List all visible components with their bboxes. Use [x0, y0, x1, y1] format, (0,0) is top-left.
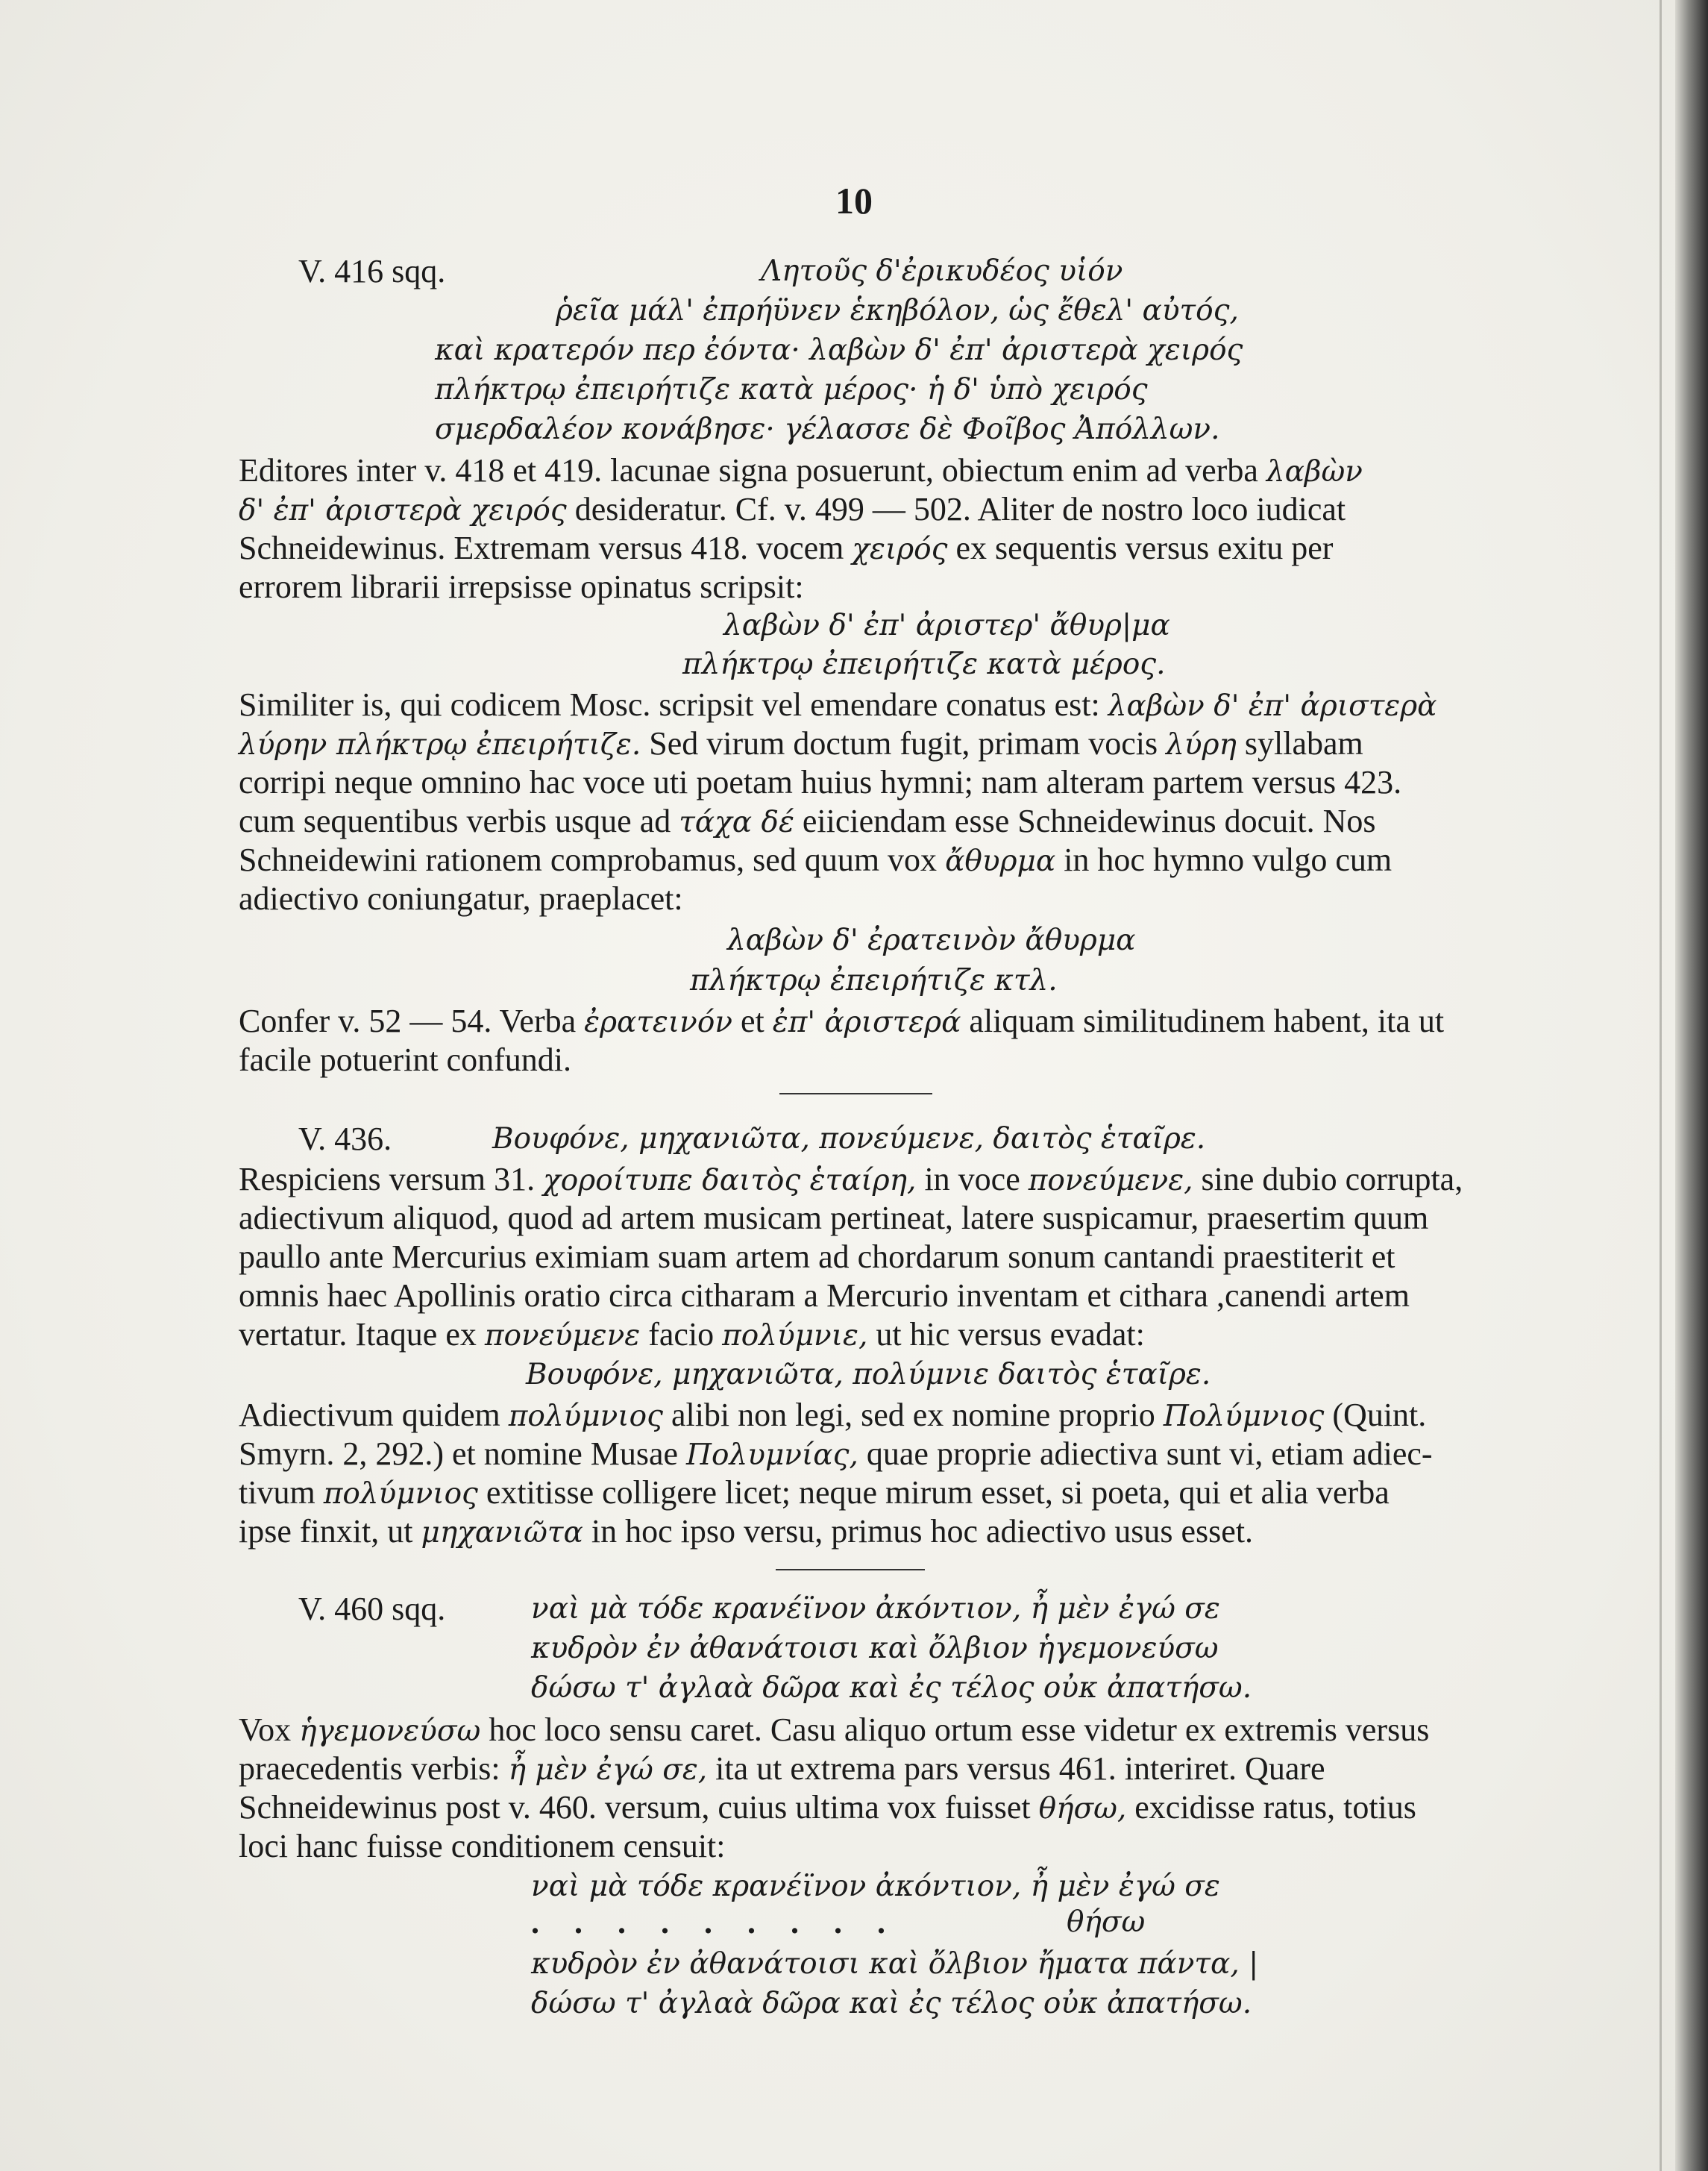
paragraph-line [239, 685, 1437, 727]
text-run: quae proprie adiectiva sunt vi, etiam adiec- [866, 1435, 1433, 1472]
text-run: praecedentis verbis: [239, 1750, 500, 1787]
greek-run: πολύμνιε, [722, 1319, 868, 1353]
quote-line: πλήκτρῳ ἐπειρήτιζε κατὰ μέρος. [682, 648, 1166, 681]
paragraph-line: adiectivum aliquod, quod ad artem musicam pertineat, latere suspicamur, praesertim quum [239, 1200, 1429, 1236]
text-run: Adiectivum quidem [239, 1397, 500, 1433]
verse-416-line-4: πλήκτρῳ ἐπειρήτιζε κατὰ μέρος· ἡ δ' ὑπὸ χειρός [435, 373, 1148, 407]
text-run: Editores inter v. 418 et 419. lacunae signa posuerunt, obiectum enim ad verba [239, 452, 1258, 489]
verse-416-line-2: ῥεῖα μάλ' ἐπρήϋνεν ἑκηβόλον, ὡς ἔθελ' αὐτός, [556, 294, 1239, 328]
greek-run: ἡγεμονεύσω [299, 1714, 481, 1748]
paragraph-line [239, 801, 1376, 843]
paragraph-line [239, 1159, 1463, 1201]
greek-run: πονεύμενε [484, 1319, 641, 1353]
greek-run: ἦ μὲν ἐγώ σε, [508, 1753, 708, 1787]
text-run: Vox [239, 1711, 292, 1748]
text-run: ut hic versus evadat: [876, 1316, 1145, 1353]
text-run: Schneidewinus post v. 460. versum, cuius ultima vox fuisset [239, 1789, 1031, 1826]
paragraph-line [239, 724, 1363, 765]
text-run: syllabam [1244, 725, 1363, 762]
paragraph-line [239, 1001, 1444, 1043]
paragraph-line: corripi neque omnino hac voce uti poetam huius hymni; nam alteram partem versus 423. [239, 764, 1402, 801]
text-run: excidisse ratus, totius [1134, 1789, 1416, 1826]
greek-run: ἄθυρμα [945, 845, 1056, 878]
quote-line: πλήκτρῳ ἐπειρήτιζε κτλ. [690, 964, 1058, 997]
paragraph-line: facile potuerint confundi. [239, 1041, 571, 1078]
greek-run: ἐπ' ἀριστερά [772, 1006, 961, 1039]
paragraph-line [239, 1710, 1429, 1752]
greek-run: λύρην πλήκτρῳ ἐπειρήτιζε. [239, 728, 641, 762]
page-edge-line [1660, 0, 1662, 2171]
greek-run: πολύμνιος [323, 1477, 478, 1511]
text-run: extitisse colligere licet; neque mirum esset, si poeta, qui et alia verba [486, 1474, 1390, 1511]
paragraph-line [239, 528, 1333, 570]
text-run: alibi non legi, sed ex nomine proprio [671, 1397, 1155, 1433]
paragraph-line: errorem librarii irrepsisse opinatus scripsit: [239, 568, 804, 605]
text-run: ita ut extrema pars versus 461. interiret. Quare [715, 1750, 1325, 1787]
quote-line: κυδρὸν ἐν ἀθανάτοισι καὶ ὄλβιον ἤματα πάντα, | [531, 1947, 1259, 1981]
verse-416-line-1: Λητοῦς δ'ἐρικυδέος υἱόν [761, 254, 1123, 288]
text-run: eiiciendam esse Schneidewinus docuit. Nos [802, 803, 1376, 839]
quote-line: λαβὼν δ' ἐπ' ἀριστερ' ἄθυρ|μα [723, 609, 1170, 642]
text-run: cum sequentibus verbis usque ad [239, 803, 671, 839]
section-label-416: V. 416 sqq. [298, 253, 446, 289]
text-run: tivum [239, 1474, 315, 1511]
greek-run: χειρός [852, 533, 948, 566]
greek-run: χοροίτυπε δαιτὸς ἑταίρη, [543, 1164, 917, 1197]
greek-run: θήσω, [1038, 1792, 1127, 1826]
greek-run: δ' ἐπ' ἀριστερὰ χειρός [239, 494, 567, 527]
quote-line: Βουφόνε, μηχανιῶτα, πολύμνιε δαιτὸς ἑταῖρε. [526, 1358, 1211, 1391]
paragraph-line [239, 1788, 1416, 1829]
greek-run: πονεύμενε, [1028, 1164, 1193, 1197]
quote-line: ναὶ μὰ τόδε κρανέϊνον ἀκόντιον, ἦ μὲν ἐγώ σε [531, 1870, 1220, 1903]
greek-run: Πολυμνίας, [686, 1438, 858, 1472]
quote-line: δώσω τ' ἀγλαὰ δῶρα καὶ ἐς τέλος οὐκ ἀπατήσω. [531, 1987, 1252, 2020]
text-run: Schneidewini rationem comprobamus, sed quum vox [239, 842, 938, 878]
paragraph-line: loci hanc fuisse conditionem censuit: [239, 1828, 726, 1864]
text-run: ipse finxit, ut [239, 1513, 413, 1550]
greek-run: λύρη [1166, 728, 1237, 762]
text-run: Smyrn. 2, 292.) et nomine Musae [239, 1435, 679, 1472]
text-run: Respiciens versum 31. [239, 1161, 536, 1197]
verse-460-line-3: δώσω τ' ἀγλαὰ δῶρα καὶ ἐς τέλος οὐκ ἀπατήσω. [531, 1671, 1252, 1705]
greek-run: Πολύμνιος [1163, 1400, 1325, 1433]
text-run: Similiter is, qui codicem Mosc. scripsit vel emendare conatus est: [239, 686, 1100, 723]
text-run: sine dubio corrupta, [1201, 1161, 1463, 1197]
paragraph-line [239, 451, 1363, 492]
greek-run: λαβὼν [1266, 455, 1363, 489]
verse-436: Βουφόνε, μηχανιῶτα, πονεύμενε, δαιτὸς ἑταῖρε. [492, 1122, 1206, 1156]
quote-line: λαβὼν δ' ἐρατεινὸν ἄθυρμα [727, 924, 1136, 957]
text-run: in hoc ipso versu, primus hoc adiectivo usus esset. [591, 1513, 1254, 1550]
text-run: ex sequentis versus exitu per [955, 530, 1334, 566]
paragraph-line: omnis haec Apollinis oratio circa citharam a Mercurio inventam et cithara ,canendi artem [239, 1277, 1410, 1314]
lacuna-dots: . . . . . . . . . [531, 1904, 899, 1940]
verse-416-line-3: καὶ κρατερόν περ ἐόντα· λαβὼν δ' ἐπ' ἀριστερὰ χειρός [435, 333, 1243, 367]
paragraph-line [239, 1395, 1426, 1437]
paragraph-line: adiectivo coniungatur, praeplacet: [239, 880, 683, 917]
section-divider [779, 1093, 932, 1094]
greek-run: τάχα δέ [679, 806, 794, 839]
text-run: facio [648, 1316, 715, 1353]
text-run: desideratur. Cf. v. 499 — 502. Aliter de nostro loco iudicat [574, 491, 1346, 527]
text-run: in voce [924, 1161, 1020, 1197]
verse-460-line-1: ναὶ μὰ τόδε κρανέϊνον ἀκόντιον, ἦ μὲν ἐγώ σε [531, 1592, 1220, 1626]
paragraph-line [239, 489, 1346, 531]
paragraph-line [239, 1511, 1253, 1553]
book-edge-shadow [1675, 0, 1708, 2171]
text-run: aliquam similitudinem habent, ita ut [969, 1003, 1445, 1039]
greek-run: πολύμνιος [508, 1400, 663, 1433]
text-run: Sed virum doctum fugit, primam vocis [649, 725, 1158, 762]
text-run: hoc loco sensu caret. Casu aliquo ortum esse videtur ex extremis versus [489, 1711, 1430, 1748]
quote-line: θήσω [1067, 1905, 1146, 1939]
section-label-436: V. 436. [298, 1121, 392, 1157]
greek-run: ἐρατεινόν [584, 1006, 733, 1039]
verse-460-line-2: κυδρὸν ἐν ἀθανάτοισι καὶ ὄλβιον ἡγεμονεύσω [531, 1632, 1219, 1665]
paragraph-line: paullo ante Mercurius eximiam suam artem ad chordarum sonum cantandi praestiterit et [239, 1238, 1395, 1275]
greek-run: μηχανιῶτα [421, 1516, 583, 1550]
paragraph-line [239, 1749, 1325, 1791]
text-run: et [741, 1003, 764, 1039]
section-label-460: V. 460 sqq. [298, 1591, 446, 1627]
text-run: Schneidewinus. Extremam versus 418. vocem [239, 530, 844, 566]
section-divider [776, 1569, 925, 1570]
paragraph-line [239, 840, 1392, 882]
paragraph-line [239, 1315, 1145, 1356]
paragraph-line [239, 1434, 1433, 1476]
paragraph-line [239, 1473, 1390, 1514]
text-run: in hoc hymno vulgo cum [1064, 842, 1393, 878]
verse-416-line-5: σμερδαλέον κονάβησε· γέλασσε δὲ Φοῖβος Ἀπόλλων. [435, 413, 1220, 446]
page-number: 10 [835, 180, 873, 222]
text-run: Confer v. 52 — 54. Verba [239, 1003, 577, 1039]
text-run: (Quint. [1332, 1397, 1427, 1433]
greek-run: λαβὼν δ' ἐπ' ἀριστερὰ [1108, 689, 1437, 723]
text-run: vertatur. Itaque ex [239, 1316, 477, 1353]
